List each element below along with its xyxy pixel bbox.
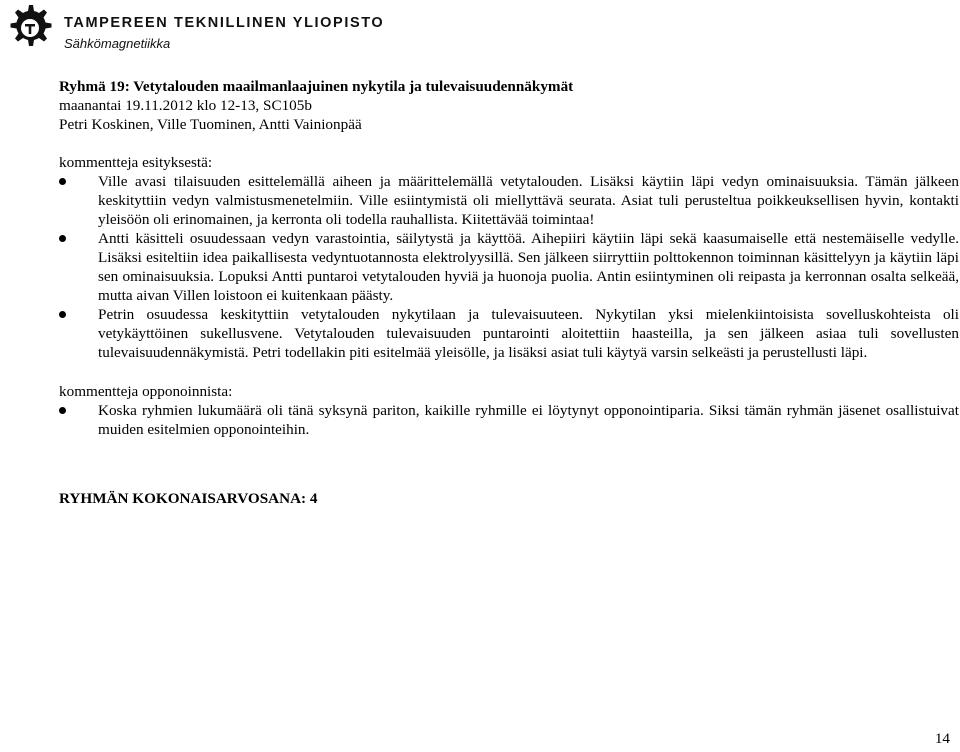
document-title: Ryhmä 19: Vetytalouden maailmanlaajuinen nykytila ja tulevaisuudennäkymät <box>59 78 574 95</box>
department-name: Sähkömagnetiikka <box>64 36 171 51</box>
opposition-comments-list <box>59 401 959 439</box>
comment-text: Antti käsitteli osuudessaan vedyn varastointia, säilytystä ja käyttöä. Aihepiiri käytiin läpi sekä kaasumaiselle että nestemäiselle vedylle. Lisäksi esiteltiin idea paikallisesta vedyntuotannosta elektrolyysillä. Sen jälkeen siirryttiin polttokennon toiminnan käsittelyyn ja käytiin läpi sen ominaisuuksia. Lopuksi Antti puntaroi vetytalouden hyviä ja huonoja puolia. Antin esiintyminen oli reipasta ja kerronnan osalta selkeää, mutta aivan Villen loistoon ei kuitenkaan päästy. <box>98 230 959 304</box>
list-item <box>59 172 959 229</box>
list-item <box>59 305 959 362</box>
university-name: TAMPEREEN TEKNILLINEN YLIOPISTO <box>64 15 385 31</box>
page-number: 14 <box>934 730 950 747</box>
authors-line: Petri Koskinen, Ville Tuominen, Antti Vainionpää <box>59 116 362 133</box>
gear-logo-icon <box>4 2 54 52</box>
date-line: maanantai 19.11.2012 klo 12-13, SC105b <box>59 97 312 114</box>
list-item <box>59 229 959 305</box>
list-item <box>59 401 959 439</box>
bullet-icon <box>59 311 66 318</box>
comment-text: Koska ryhmien lukumäärä oli tänä syksynä pariton, kaikille ryhmille ei löytynyt opponointiparia. Siksi tämän ryhmän jäsenet osallistuivat muiden esitelmien opponointeihin. <box>98 402 959 438</box>
opposition-comments-label: kommentteja opponoinnista: <box>59 383 233 400</box>
bullet-icon <box>59 407 66 414</box>
comment-text: Ville avasi tilaisuuden esittelemällä aiheen ja määrittelemällä vetytalouden. Lisäksi käytiin läpi vedyn ominaisuuksia. Tämän jälkeen keskityttiin vedyn valmistusmenetelmiin. Ville esiintymistä oli miellyttävä seurata. Asiat tuli perusteltua poikkeuksellisen hyvin, kontakti yleisöön oli erinomainen, ja kerronta oli todella rauhallista. Kiitettävää toimintaa! <box>98 173 959 228</box>
presentation-comments-label: kommentteja esityksestä: <box>59 154 213 171</box>
overall-grade: RYHMÄN KOKONAISARVOSANA: 4 <box>59 490 318 507</box>
bullet-icon <box>59 178 66 185</box>
document-body <box>59 77 959 508</box>
bullet-icon <box>59 235 66 242</box>
comment-text: Petrin osuudessa keskityttiin vetytalouden nykytilaan ja tulevaisuuteen. Nykytilan yksi mielenkiintoisista sovelluskohteista oli vetykäyttöinen sukellusvene. Vetytalouden tulevaisuuden puntarointi aloitettiin haasteilla, ja sen jälkeen asiaa tuli sovellusten tulevaisuudennäkymistä. Petri todellakin piti esitelmää yleisölle, ja lisäksi asiat tuli käytyä varsin selkeästi ja perustellusti läpi. <box>98 306 959 361</box>
page-header <box>4 2 404 54</box>
presentation-comments-list <box>59 172 959 362</box>
